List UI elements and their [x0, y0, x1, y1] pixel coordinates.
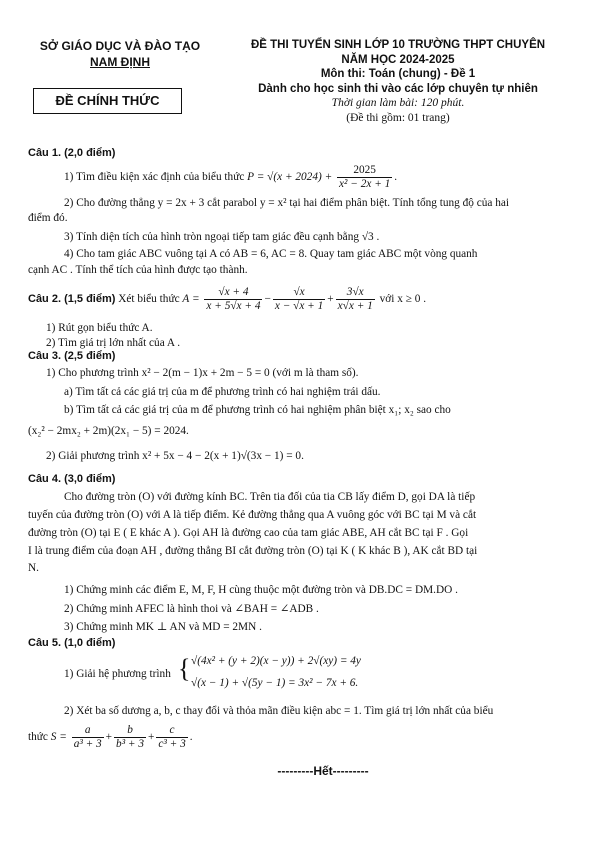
q1-part3: 3) Tính diện tích của hình tròn ngoại tiếp tam giác đều cạnh bằng √3 . [64, 231, 380, 243]
q4-line1: Cho đường tròn (O) với đường kính BC. Trên tia đối của tia CB lấy điểm D, gọi DA là tiếp [64, 491, 476, 503]
q4-line4: I là trung điểm của đoạn AH , đường thẳng BI cắt đường tròn (O) tại K ( K khác B ), AK cắt BD tại [28, 545, 478, 557]
q5-s-frac-3 [156, 724, 187, 751]
q2-fraction-1 [204, 286, 262, 313]
q2-plus: + [327, 293, 334, 306]
q4-line3: đường tròn (O) tại E ( E khác A ). Gọi AH là đường cao của tam giác ABE, AH cắt BC tại F . Gọi [28, 527, 469, 539]
q4-title: Câu 4. (3,0 điểm) [28, 473, 116, 485]
q1-fraction-num: 2025 [337, 164, 392, 178]
q5-s-f3-den: c³ + 3 [158, 738, 186, 750]
q1-fraction-den: x² − 2x + 1 [339, 178, 391, 190]
q2-f1-den: x + 5√x + 4 [206, 300, 261, 312]
q2-f2-den: x − √x + 1 [274, 300, 324, 312]
q5-s-frac-1 [72, 724, 104, 751]
q5-s-f1-den: a³ + 3 [73, 738, 102, 750]
q5-part2-line2 [28, 724, 193, 751]
q3-part1b-line2: (x₂² − 2mx₂ + 2m)(2x₁ − 5) = 2024. [28, 425, 189, 437]
q5-end-dot: . [189, 731, 193, 744]
q1-part4-line2: cạnh AC . Tính thể tích của hình được tạo thành. [28, 264, 248, 276]
time-limit: Thời gian làm bài: 120 phút. [331, 97, 465, 109]
q1-part1-text: 1) Tìm điều kiện xác định của biểu thức [64, 171, 245, 184]
q2-f2-num: √x [273, 286, 325, 300]
q5-s-frac-2 [114, 724, 146, 751]
q4-part1: 1) Chứng minh các điểm E, M, F, H cùng thuộc một đường tròn và DB.DC = DM.DO . [64, 584, 458, 596]
q3-title: Câu 3. (2,5 điểm) [28, 350, 116, 362]
q5-part2-line1: 2) Xét ba số dương a, b, c thay đổi và thỏa mãn điều kiện abc = 1. Tìm giá trị lớn nhất của biểu [64, 705, 494, 717]
q5-plus-1: + [105, 731, 113, 744]
page-count: (Đề thi gồm: 01 trang) [346, 111, 450, 124]
q1-part2-line2: điểm đó. [28, 212, 68, 224]
q3-part2: 2) Giải phương trình x² + 5x − 4 − 2(x + 1)√(3x − 1) = 0. [46, 450, 304, 462]
q5-title: Câu 5. (1,0 điểm) [28, 637, 116, 649]
q1-fraction [337, 164, 392, 191]
q2-statement [28, 286, 426, 313]
q4-line5: N. [28, 562, 39, 574]
q4-part2: 2) Chứng minh AFEC là hình thoi và ∠BAH = ∠ADB . [64, 603, 319, 615]
q2-title: Câu 2. (1,5 điểm) [28, 293, 116, 306]
q2-fraction-2 [273, 286, 325, 313]
q2-fraction-3 [336, 286, 375, 313]
q1-part4-line1: 4) Cho tam giác ABC vuông tại A có AB = 6, AC = 8. Quay tam giác ABC một vòng quanh [64, 248, 478, 260]
q4-line2: tuyến của đường tròn (O) với A là tiếp điểm. Kẻ đường thẳng qua A vuông góc với BC tại M và cắt [28, 509, 477, 521]
q1-expr-lhs: P = √(x + 2024) + [247, 171, 333, 184]
q2-f1-num: √x + 4 [204, 286, 262, 300]
q2-part1: 1) Rút gọn biểu thức A. [46, 322, 153, 334]
province-name: NAM ĐỊNH [90, 55, 150, 69]
q3-part1b-line1: b) Tìm tất cả các giá trị của m để phương trình có hai nghiệm phân biệt x₁; x₂ sao cho [64, 404, 451, 416]
q2-minus: − [264, 293, 271, 306]
q5-s-f3-num: c [156, 724, 187, 738]
q5-part1-text: 1) Giải hệ phương trình [64, 668, 171, 680]
q2-part2: 2) Tìm giá trị lớn nhất của A . [46, 337, 181, 349]
q1-part2-line1: 2) Cho đường thẳng y = 2x + 3 cắt parabol y = x² tại hai điểm phân biệt. Tính tổng tung độ của hai [64, 197, 510, 209]
q1-part1 [64, 164, 397, 191]
official-stamp: ĐỀ CHÍNH THỨC [33, 88, 182, 114]
q5-s-f1-num: a [72, 724, 104, 738]
q3-part1: 1) Cho phương trình x² − 2(m − 1)x + 2m − 5 = 0 (với m là tham số). [46, 367, 359, 379]
end-marker: ---------Hết--------- [277, 764, 369, 778]
q2-f3-num: 3√x [336, 286, 375, 300]
q1-period: . [394, 171, 398, 184]
department-name: SỞ GIÁO DỤC VÀ ĐÀO TẠO [39, 39, 201, 53]
q5-s-f2-num: b [114, 724, 146, 738]
q2-lead: Xét biểu thức [118, 293, 180, 306]
q4-part3: 3) Chứng minh MK ⊥ AN và MD = 2MN . [64, 621, 262, 633]
q1-title: Câu 1. (2,0 điểm) [28, 147, 116, 159]
audience: Dành cho học sinh thi vào các lớp chuyên tự nhiên [258, 82, 538, 95]
exam-header [228, 38, 568, 125]
q3-part1a: a) Tìm tất cả các giá trị của m để phương trình có hai nghiệm trái dấu. [64, 386, 381, 398]
q5-plus-2: + [148, 731, 155, 744]
school-year: NĂM HỌC 2024-2025 [341, 53, 455, 66]
q5-lead: thức [28, 731, 48, 744]
subject: Môn thi: Toán (chung) - Đề 1 [320, 68, 476, 80]
department-block [30, 38, 210, 70]
system-brace: { [178, 654, 191, 683]
q2-lhs: A = [182, 293, 200, 306]
exam-title: ĐỀ THI TUYỂN SINH LỚP 10 TRƯỜNG THPT CHUYÊN [250, 39, 546, 51]
q5-system-eq2: √(x − 1) + √(5y − 1) = 3x² − 7x + 6. [191, 677, 359, 689]
q2-condition: với x ≥ 0 . [379, 293, 427, 306]
q2-f3-den: x√x + 1 [337, 300, 373, 312]
q5-system-eq1: √(4x² + (y + 2)(x − y)) + 2√(xy) = 4y [191, 655, 361, 667]
q5-s-lhs: S = [50, 731, 67, 744]
q5-s-f2-den: b³ + 3 [116, 738, 145, 750]
